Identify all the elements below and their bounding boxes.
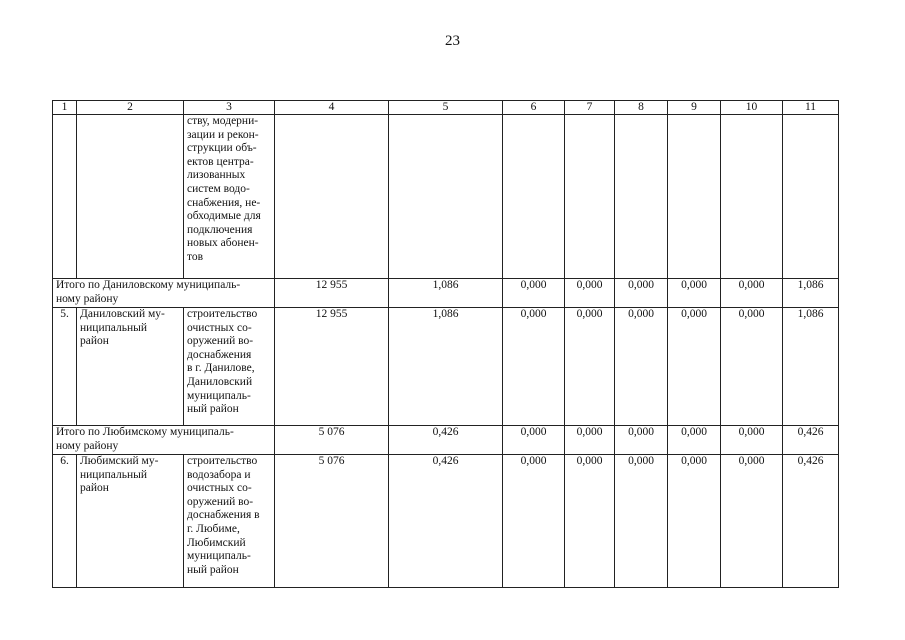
value-cell: 0,000 (721, 279, 783, 308)
column-header: 1 (53, 101, 77, 115)
value-cell: 0,000 (565, 426, 615, 455)
page-number: 23 (445, 33, 460, 49)
value-cell: 0,000 (503, 426, 565, 455)
column-header: 5 (389, 101, 503, 115)
value-cell: 0,000 (668, 279, 721, 308)
column-header: 7 (565, 101, 615, 115)
value-cell: 0,426 (389, 426, 503, 455)
value-cell: 0,000 (668, 426, 721, 455)
value-cell: 0,000 (721, 455, 783, 588)
value-cell: 1,086 (783, 308, 839, 426)
value-cell: 0,000 (503, 308, 565, 426)
column-header: 6 (503, 101, 565, 115)
value-cell: 1,086 (783, 279, 839, 308)
value-cell: 0,000 (615, 426, 668, 455)
value-cell: 0,000 (565, 308, 615, 426)
value-cell: 5 076 (275, 426, 389, 455)
table-header-row (53, 101, 839, 115)
funding-table (52, 100, 839, 588)
value-cell: 0,000 (668, 308, 721, 426)
district-cell: Любимский му- ниципальный район (77, 455, 184, 588)
value-cell: 0,000 (503, 455, 565, 588)
value-cell: 0,000 (565, 279, 615, 308)
value-cell: 0,000 (668, 455, 721, 588)
column-header: 8 (615, 101, 668, 115)
value-cell: 1,086 (389, 308, 503, 426)
value-cell: 0,426 (389, 455, 503, 588)
value-cell: 0,000 (615, 308, 668, 426)
value-cell: 0,426 (783, 455, 839, 588)
total-label: Итого по Даниловскому муниципаль- ному району (53, 279, 275, 308)
table-row (53, 308, 839, 426)
column-header: 9 (668, 101, 721, 115)
district-cell: Даниловский му- ниципальный район (77, 308, 184, 426)
value-cell: 0,000 (615, 455, 668, 588)
value-cell: 0,426 (783, 426, 839, 455)
value-cell: 0,000 (565, 455, 615, 588)
column-header: 11 (783, 101, 839, 115)
column-header: 10 (721, 101, 783, 115)
column-header: 3 (184, 101, 275, 115)
description-cell: ству, модерни- зации и рекон- струкции объ- ектов центра- лизованных систем водо- снабжения, не- обходимые для подключения новых абонен- тов (184, 115, 275, 279)
row-number: 6. (53, 455, 77, 588)
value-cell: 1,086 (389, 279, 503, 308)
table-row (53, 455, 839, 588)
description-cell: строительство очистных со- оружений во- доснабжения в г. Данилове, Даниловский муниципаль- ный район (184, 308, 275, 426)
description-cell: строительство водозабора и очистных со- оружений во- доснабжения в г. Любиме, Любимский муниципаль- ный район (184, 455, 275, 588)
total-row-lyubim (53, 426, 839, 455)
column-header: 4 (275, 101, 389, 115)
column-header: 2 (77, 101, 184, 115)
value-cell: 0,000 (721, 308, 783, 426)
value-cell: 12 955 (275, 308, 389, 426)
value-cell: 5 076 (275, 455, 389, 588)
total-label: Итого по Любимскому муниципаль- ному району (53, 426, 275, 455)
value-cell: 0,000 (503, 279, 565, 308)
row-number: 5. (53, 308, 77, 426)
value-cell: 12 955 (275, 279, 389, 308)
table-row (53, 115, 839, 279)
total-row-danilov (53, 279, 839, 308)
value-cell: 0,000 (721, 426, 783, 455)
value-cell: 0,000 (615, 279, 668, 308)
